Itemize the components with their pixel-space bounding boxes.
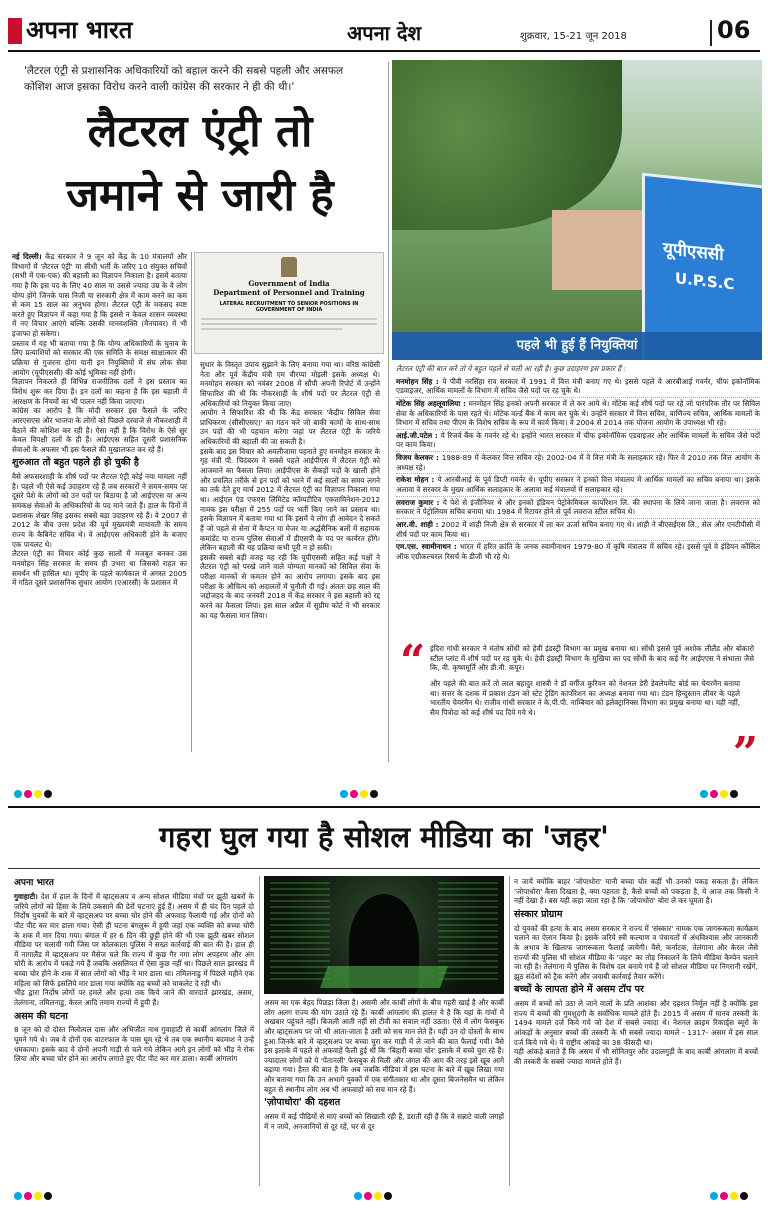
page-number: 06 [717,16,751,44]
registration-marks [710,1192,750,1203]
story2-headline: गहरा घुल गया है सोशल मीडिया का 'जहर' [159,820,609,854]
paragraph: दो युवकों की हत्या के बाद असम सरकार ने राज्य में 'संस्कार' नामक एक जागरूकता कार्यक्रम चलाने का ऐलान किया है। इसके जरिये स्त्री कल्याण व पंचायतों में अंधविश्वास और जानकारी के अभाव के खिलाफ जागरूकता फैलाई जायेगी। वैसे, कर्नाटक, तेलंगाना और केरल जैसे राज्यों की पुलिस भी सोशल मीडिया के 'जहर' का तोड़ निकालने के लिये मीडिया कैम्पेन चलाने जा रही है। तेलंगाना में पुलिस के विशेष दल बनाये गये हैं जो सोशल मीडिया पर निगरानी रखेंगे, झूठ संदेशों को ट्रैक करेंगे और जवाबी कार्रवाई तैयार करेंगे। [514,923,758,981]
laptop [320,966,448,988]
sidebar-entry-text: 1988-89 में केलकर वित्त सचिव रहे। 2002-04 में वे वित्त मंत्री के सलाहकार रहे। फिर वे 2010 तक वित्त आयोग के अध्यक्ष रहे। [396,453,760,472]
story2-column-2 [264,998,504,1131]
sidebar-entry-name: आई.जी.पटेल : [396,430,441,440]
paragraph: सुधार के विस्तृत उपाय सुझाने के लिए बनाया गया था। वरिष्ठ कांग्रेसी नेता और पूर्व केंद्रीय मंत्री एम वीरप्पा मोइली इसके अध्यक्ष थे। मनमोहन सरकार को नवंबर 2008 में सौंपी अपनी रिपोर्ट में उन्होंने सिफारिश की थी कि नौकरशाही के शीर्ष पदों पर लैटरल एंट्री से अधिकारियों को नियुक्त किया जाए। [200,360,380,408]
government-document-image: Government of India Department of Personnel and Training LATERAL RECRUITMENT TO SENIOR POSITIONS IN GOVERNMENT OF INDIA [194,252,384,354]
sidebar-entry-text: ये पीवी नरसिंहा राव सरकार में 1991 में वित्त मंत्री बनाए गए थे। इससे पहले वे आरबीआई गवर्नर, चीफ इकोनॉमिक एडवाइजर, आर्थिक मामलों के विभाग में सचिव जैसे पदों पर रह चुके थे। [396,376,761,396]
sign-text-english: U.P.S.C [675,268,735,294]
section-title: अपना देश [346,21,422,45]
sidebar-entry-name: एम.एस. स्वामीनाथन : [396,542,460,552]
sidebar-entry-name: विजय केलकर : [396,453,442,463]
paragraph: असम में बच्चों को उठा ले जाने वालों के प्रति आशंका और दहशत निर्मूल नहीं है क्योंकि इस राज्य में बच्चों की गुमशुदगी के सर्वाधिक मामले होते हैं। 2015 में असम में मानव तस्करी के 1494 मामले दर्ज किये गये जो देश में सबसे ज्यादा थे। नेशनल क्राइम रिकार्ड्स ब्यूरो के आंकड़ों के अनुसार बच्चों की तस्करी के भी सबसे ज्यादा मामले - 1317- असम में इस साल दर्ज किये गये थे। ये राष्ट्रीय आंकड़े का 38 फीसदी था। [514,999,758,1047]
paragraph: 8 जून को दो दोस्त निलोत्पल दास और अभिजीत नाथ गुवाहाटी से कार्बी आंगलांग जिले में घूमने गये थे। जब वे दोनों एक वाटरफाल के पास घूम रहे थे तब एक स्थानीय बदमाश ने उन्हें धमकाया। इसके बाद ये दोनों अपनी गाड़ी से चले गये लेकिन आगे इन लोगों को भीड़ ने रोक लिया और बच्चा चोर होने का आरोप लगाते हुए पीट पीट कर मार डाला। कार्बी आंगलांग [14,1025,254,1064]
sidebar-entry [396,429,760,451]
sidebar-entry-text: भारत में हरित क्रांति के जनक स्वामीनाथन 1979-80 में कृषि मंत्रालय में सचिव रहे। इससे पूर्व वे इंडियन कौंसिल ऑफ एग्रीकल्चरल रिसर्च के डीजी भी रहे थे। [396,542,760,561]
registration-marks [340,790,380,801]
paragraph: लैटरल एंट्री का विचार कोई कुछ सालों में मजबूत बनकर उस मनमोहन सिंह सरकार के समय ही उभरा था जिसको राहत का समर्थन भी हासिल था। यूपीए के पहले कार्यकाल में अगस्त 2005 में गठित दूसरे प्रशासनिक सुधार आयोग (एआरसी) के प्रशासन में [12,549,187,588]
subheading: बच्चों के लापता होने में असम टॉप पर [514,984,644,996]
examples-sidebar [396,364,760,563]
registration-marks [14,790,54,801]
lead-quote: 'लैटरल एंट्री से प्रशासनिक अधिकारियों को बहाल करने की सबसे पहली और असफल कोशिश आज इसका विरोध करने वाली कांग्रेस की सरकार ने ही की थी।' [24,65,344,93]
tree-foliage [392,60,622,230]
paragraph: प्रस्ताव में यह भी बताया गया है कि योग्य अधिकारियों के चुनाव के लिए प्रत्याशियों को सरकार की एक समिति के समक्ष साक्षात्कार की प्रक्रिया से गुजरना होगा यानी इन नियुक्तियों में संघ लोक सेवा आयोग (यूपीएससी) की कोई भूमिका नहीं होगी। [12,338,187,377]
sidebar-entry [396,376,760,397]
open-quote-icon: “ [400,636,426,687]
subheading: संस्कार प्रोग्राम [514,908,563,920]
paragraph: असम में कई पीढ़ियों से माएं बच्चों को सिखाती रही हैं, डराती रही हैं कि वे सन्नाटे वाली जगहों में न जायें, अनजानियों से दूर रहें, घर से दूर [264,1112,504,1131]
subheading: 'ज़ोपाधोरा' की दहशत [264,1097,341,1109]
quote-paragraph-1: इंदिरा गांधी सरकार ने मंतोष सोंधी को हेवी इंडस्ट्री विभाग का प्रमुख बनाया था। सोंधी इससे पूर्व अशोक लीलैंड और बोकारो स्टील प्लांट में शीर्ष पदों पर रह चुके थे। हेवी इंडस्ट्री विभाग के मुखिया का पद सोंधी के बाद कई गैर आईएएस ने संभाला जैसे कि, वी. कृष्णमूर्ति और डी.वी. कपूर। [430,644,754,673]
sidebar-entry-name: आर.वी. शाही : [396,519,442,529]
story1-column-1 [12,252,187,588]
code-stream [270,882,330,982]
sidebar-entry-text: मनमोहन सिंह इनको अपनी सरकार में ले कर आये थे। मोंटेक कई शीर्ष पदों पर रहे जो पारंपरिक तौर पर सिविल सेवा के अधिकारियों के पास रहते थे। मोंटेक वर्ल्ड बैंक में काम कर चुके थे। उन्होंने सरकार में वित्त सचिव, वाणिज्य सचिव, आर्थिक मामलों के विभाग में सचिव तथा पीएम के विशेष सचिव के रूप में कार्य किया। वे 2004 से 2014 तक योजना आयोग के उपाध्यक्ष भी रहे। [396,398,761,428]
paragraph: नई दिल्ली। केंद्र सरकार ने 9 जून को केंद्र के 10 मंत्रालयों और विभागों में 'लैटरल एंट्री' या सीधी भर्ती के जरिए 10 संयुक्त सचिवों (सभी में एक-एक) की बहाली का विज्ञापन निकाला है। इसमें बताया गया है कि इस पद के लिए 40 साल या उससे ज्यादा उम्र के वे लोग योग्य होंगे जिनके पास निजी या सरकारी क्षेत्र में काम करने का कम से कम 15 साल का अनुभव होगा। लैटरल एंट्री के मकसद स्पष्ट करते हुए विज्ञापन में कहा गया है कि इससे न केवल शासन व्यवस्था में नए विचार आएंगे बल्कि उसकी मानवशक्ति (मैनपावर) में भी इजाफा हो सकेगा। [12,252,187,339]
sidebar-entry-name: मनमोहन सिंह : [396,376,443,386]
paragraph: गुवाहाटी। देश में हाल के दिनों में व्हाट्सअप व अन्य सोशल मीडिया मंचों पर झूठी खबरों के जरिये लोगों को हिंसा के लिये उकसाने की ढेरों घटनाएं हुई हैं। असम में ही चंद दिन पहले दो निर्दोष युवकों के बारे में व्हाट्सअप पर बच्चा चोर होने की अफवाह फैलायी गई और दोनों को पीट पीट कर मार डाला गया। ऐसी ही घटना बंगलुरू में हुयी जहां एक व्यक्ति को बच्चा चोरी के शक में मार दिया गया। बंगाल में हर 6 दिन की छुट्टी होने की भी एक झूठी खबर सोशल मीडिया पर चलायी गयी जिस पर कोलकाता पुलिस ने सख्त कार्रवाई की बात की है। हाल ही में नागालैंड में व्हाट्सअप पर मैसेज चले कि राज्य में कुछ गैर नगा लोग अपहरण और अंग चोरी के आरोप में पकड़े गये हैं जबकि असलियत में ऐसा कुछ नहीं था। पिछले साल झारखंड में बच्चा चोर होने के शक में सात लोगों को भीड़ ने मार डाला था। तमिलनाडु में पिछले महीने एक महिला को सिर्फ इसलिये मार डाला गया क्योंकि वह बच्चों को चाकलेट दे रही थी। [14,892,254,988]
emblem-icon [281,257,297,277]
story1-column-2 [200,360,380,620]
paragraph: वैसे अफसरशाही के शीर्ष पदों पर लैटरल एंट्री कोई नया मामला नहीं है। पहले भी ऐसे कई उदाहरण रहे हैं जब सरकारों ने समय-समय पर दूसरे पेशे के लोगों को उन पदों पर बिठाया है जो आईएएस या अन्य समकक्ष सेवाओं के अधिकारियों के पद माने जाते हैं। हाल के दिनों में प्रशासक शेखर सिंह इसका सबसे बड़ा उदाहरण रहे हैं। वे 2007 से 2012 के बीच उत्तर प्रदेश की पूर्व मुख्यमंत्री मायावती के समय राज्य के कैबिनेट सचिव थे। वे आईएएस अधिकारी होने के बजाए एक पायलट थे। [12,472,187,549]
sidebar-quote-box [396,636,760,780]
registration-marks [700,790,740,801]
sidebar-entry-text: 2002 में शाही निजी क्षेत्र से सरकार में ला कर ऊर्जा सचिव बनाए गए थे। शाही ने बीएसईएस लि., सेल और एनटीपीसी में शीर्ष पदों पर काम किया था। [396,519,760,539]
headline-line-2: जमाने से जारी है [66,170,334,221]
sign-text-hindi: यूपीएससी [663,238,724,266]
issue-date: शुक्रवार, 15-21 जून 2018 [520,31,627,42]
photo-caption-banner: पहले भी हुई हैं नियुक्तियां [392,332,762,360]
story2-column-3 [514,877,758,1067]
sidebar-entry [396,397,760,429]
subheading: शुरुआत तो बहुत पहले ही हो चुकी है [12,457,139,469]
sidebar-entry [396,518,760,540]
upsc-photo [392,60,762,360]
paragraph: भीड़ द्वारा निर्दोष लोगों पर हमले और हत्या तक किये जाने की वारदातें झारखंड, असम, तेलंगाना, तमिलनाडु, केरल आदि तमाम राज्यों में हुयी हैं। [14,988,254,1008]
story2-column-1 [14,892,254,1064]
paragraph: न जायें क्योंकि बाहर 'जोपाधोरा' यानी बच्चा चोर कहीं भी उनको पकड़ सकता है। लेकिन 'जोपाधोरा' कैसा दिखता है, क्या पहनता है, कैसे बच्चों को पकड़ता है, ये आज तक किसी ने नहीं देखा है। बस यही कहा जाता रहा है कि 'जोपाधोरा' बोरा ले कर घूमता है। [514,877,758,906]
registration-marks [14,1192,54,1203]
close-quote-icon: ” [732,728,758,779]
sidebar-entry [396,496,760,518]
sidebar-entry-text: ये पेशे से इंजीनियर थे और इनको इंडियन पेट्रोकेमिकल कार्पोरेशन लि. की स्थापना के लिये जाना जाता है। लवराज को सरकार ने पेट्रोलियम सचिव बनाया था। 1984 में रिटायर होने से पूर्व लवराज स्टील सचिव थे। [396,497,760,517]
paragraph: इसके बाद इस विचार को अमलीजामा पहनाते हुए मनमोहन सरकार के गृह मंत्री पी. चिदंबरम ने सबसे पहले आईपीएस में लैटरल एंट्री को आजमाने का फैसला लिया। आईपीएस के सैकड़ों पदों के खाली होने और प्रचलित तरीके से इन पदों को भरने में कई सालों का समय लगने का तर्क देते हुए मार्च 2012 में लैटरल एंट्री का विज्ञापन निकाला गया था। आईएल एंड एफएस लिमिटेड कॉम्पटीटिव एक्जामिनेशन-2012 नामक इस परीक्षा में 255 पदों पर भर्ती किए जाने का प्रस्ताव था। इसके विज्ञापन में बताया गया था कि इसमें वे लोग ही आवेदन दे सकते हैं जो पहले से सेना में कैप्टन या मेजर या अर्द्धसैनिक बलों में सहायक कमांडेंट या राज्य पुलिस सेवाओं में डीएसपी के पद पर कार्यरत होंगे। लेकिन बहाली की यह प्रक्रिया कभी पूरी न हो सकी। [200,446,380,553]
sidebar-entry-name: राकेश मोहन : [396,475,438,485]
paragraph: यही आंकड़े बताते हैं कि असम में भी सोनितपुर और उदालगुड़ी के बाद कार्बी आंगलांग में बच्चों की तस्करी के सबसे ज्यादा मामले होते हैं। [514,1047,758,1067]
masthead [0,0,768,52]
paragraph: असम का एक बेहद पिछड़ा जिला है। असमी और कार्बी लोगों के बीच गहरी खाई है और कार्बी लोग अलग राज्य की मांग उठाते रहे हैं। कार्बी आंगलांग की हालत ये है कि यहां के गांवों में अखबार पहुंचते नहीं। बिजली आती नहीं सो टीवी का सवाल नहीं उठता। ऐसे में लोग फेसबुक और व्हाट्सअप पर जो भी आता-जाता है उसी को सच मान लेते हैं। यही उन दो दोस्तों के साथ हुआ जिनके बारे में व्हाट्सअप पर बच्चा चुरा कर गाड़ी में ले जाने की बात फैलाई गयी। वैसे इस इलाके में पहले से अफवाहें फैली हुई थीं कि 'बिहारी बच्चा चोर' इलाके में बच्चे चुरा रहे हैं। ज्यादातर लोगों को ये 'पेंतानली' फेसबुक से मिली और जंगल की आग की तरह इसे खूब आगे बढ़ाया गया। हैरत की बात है कि अब जबकि मीडिया में इस घटना के बारे में खूब लिखा गया और बताया गया कि उन अभागे युवकों में एक संगीतकार था और दूसरा बिजनेसमैन था लेकिन बहुत से स्थानीय लोग अब भी अफवाहों को सच मान रहे हैं। [264,998,504,1094]
sidebar-entry-name: मोंटेक सिंह अहलूवालिया : [396,398,469,408]
logo: अपना भारत [26,15,133,44]
sidebar-entry-text: ये रिजर्व बैंक के गवर्नर रहे थे। इन्होंने भारत सरकार में चीफ इकोनॉमिक एडवाइजर और आर्थिक मामलों के सचिव जैसे पदों पर काम किया। [396,430,760,450]
quote-paragraph-2: और पहले की बात करें तो लाल बहादुर शास्त्री ने डॉ वर्गीज कुरियन को नेशनल डेरी डेवलेपमेंट बोर्ड का चेयरमैन बनाया था। सत्तर के दशक में प्रकाश टंडन को स्टेट ट्रेडिंग कार्पोरेशन का अध्यक्ष बनाया गया था। टंडन हिन्दुस्तान लीवर के पहले भारतीय चेयरमैन थे। राजीव गांधी सरकार ने के.पी.पी. नाम्बियार को इलेक्ट्रानिक्स विभाग का प्रमुख बनाया था। यही नहीं, सैम पित्रोदा को कई शीर्ष पद दिये गये थे। [430,678,740,717]
sidebar-entry [396,540,760,562]
paragraph: आयोग ने सिफारिश की थी कि केंद्र सरकार 'केंद्रीय सिविल सेवा प्राधिकरण (सीसीएसए)' का गठन करे जो बाकी कामों के साथ-साथ उन पदों की भी पहचान करेगा जहां पर लैटरल एंट्री के जरिये अधिकारियों की बहाली की जा सकती है। [200,408,380,447]
paragraph: कांग्रेस का आरोप है कि मोदी सरकार इस फैसले के जरिए आरएसएस और भाजपा के लोगों को पिछले दरवाजे से नौकरशाही में बैठाने की कोशिश कर रही है। ऐसा नहीं है कि विरोध के ऐसे सुर केवल विपक्षी दलों के ही हैं। आईएएस सहित दूसरी प्रशासनिक सेवाओं के अफसर भी इस फैसले की मुखालफत कर रहे हैं। [12,406,187,454]
sidebar-intro: लैटरल एंट्री की बात करें तो ये बहुत पहले से चली आ रही है। कुछ उदाहरण इस प्रकार हैं : [396,364,626,373]
paragraph: विज्ञापन निकलते ही विभिन्न राजनीतिक दलों ने इस प्रस्ताव का विरोध शुरू कर दिया है। इन दलों का कहना है कि इस बहाली में आरक्षण के नियमों का भी पालन नहीं किया जाएगा। [12,377,187,406]
byline: अपना भारत [14,878,54,888]
sidebar-entry-name: लवराज कुमार : [396,497,443,507]
subheading: असम की घटना [14,1010,68,1022]
sidebar-entry-text: ये आरबीआई के पूर्व डिप्टी गवर्नर थे। यूपीए सरकार ने इनको वित्त मंत्रालय में आर्थिक मामलों का सचिव बनाया था। इसके अलावा वे सरकार के मुख्य आर्थिक सलाहकार के अलावा कई मंत्रालयों में सलाहकार रहे। [396,475,760,495]
hacker-image [264,876,504,994]
sidebar-entry [396,473,760,495]
paragraph: इसकी सबसे बड़ी वजह यह रही कि यूपीएससी सहित कई पक्षों ने लैटरल एंट्री को परखे जाने वाले योग्यता मानकों को सिविल सेवा के परीक्षा मानकों से कमतर होने का आरोप लगाया। इसके बाद इस परीक्षा के औचित्य को अदालतों में चुनौती दी गई। अंततः छह साल की जद्दोजहद के बाद जनवरी 2018 में केंद्र सरकार ने इस बहाली को रद्द करने का फैसला लिया। इस साल अप्रैल में सुप्रीम कोर्ट ने भी सरकार का यह फैसला मान लिया। [200,552,380,620]
headline-line-1: लैटरल एंट्री तो [87,106,313,157]
registration-marks [354,1192,394,1203]
code-stream [438,882,498,982]
sidebar-entry [396,451,760,473]
